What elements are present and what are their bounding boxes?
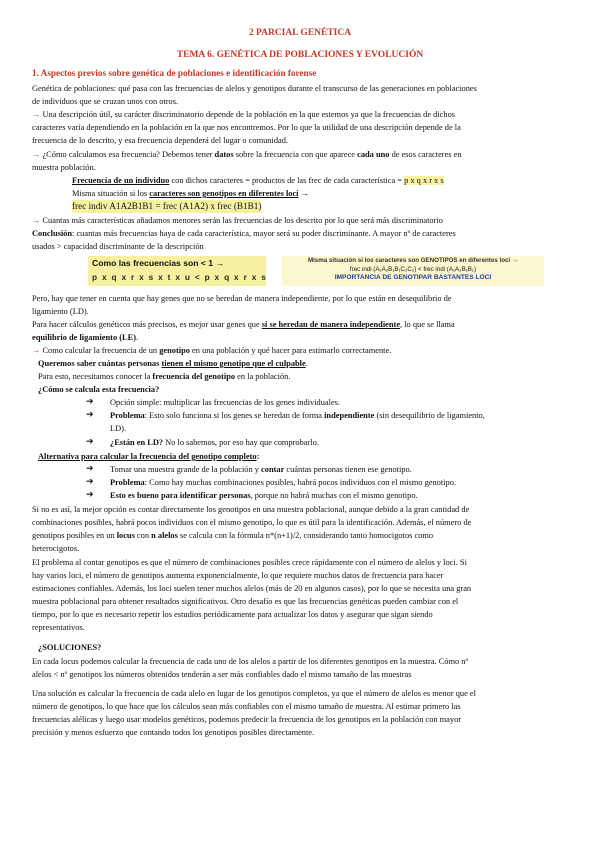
calc-line-2: muestra población. [32,163,96,172]
problema-line-1: El problema al contar genotipos es que el número de combinaciones posibles crece rápidamente con el número de alelos y loci. Si [32,558,467,567]
box-line-2: frec indi (A₁A₂B₁B₁C₂C₂) < frec indi (A₁A₂B₁B₁) [349,265,477,273]
arrow-bullet-icon: ➔ [86,409,94,419]
text: . [305,359,308,368]
conclusion-line-1 [32,227,566,240]
bold-text: : [256,452,260,461]
arrow-icon: → [32,150,41,159]
text: , lo que se llama [400,320,455,329]
intro-line-2: de individuos que se cruzan unos con otros. [32,97,179,106]
una-solucion-line-2: número de genotipos, lo que hace que los cálculos sean más confiables con el mismo tamaño de muestra. Al estimar primero las [32,702,461,711]
soluciones-line-1: En cada locus podemos calcular la frecuencia de cada uno de los alelos a partir de los diferentes genotipos en la muestra. Cómo nº [32,657,469,666]
arrow-bullet-icon: ➔ [86,489,94,499]
soluciones-line-2: alelos < nº genotipos los números obtenidos tenderán a ser más confiables dado el mismo tamaño de las muestras [32,670,412,679]
text: en una población y qué hacer para estimarlo correctamente. [192,346,392,355]
bold-text: Alternativa para calcular la frecuencia del genotipo completo [38,452,257,461]
intro-line-1: Genética de poblaciones: qué pasa con las frecuencias de alelos y genotipos durante el transcurso de las generaciones en poblaciones [32,84,477,93]
text: ¿Cómo calculamos esa frecuencia? Debemos tener [42,150,213,159]
text: . [136,333,139,342]
bold-text: frecuencia del genotipo [152,372,236,381]
sino-line-4: heterocigotos. [32,544,80,553]
text: Cuantas más características añadamos menores serán las frecuencias de los descrito por lo que será más discriminatorio [42,216,443,225]
misma-situacion-line [72,187,309,200]
bold-text: contar [261,465,285,474]
para-line-1 [32,318,566,331]
sino-line-3 [32,529,566,542]
util-line-1 [32,108,566,121]
bold-text: Esto es bueno para identificar personas [110,491,251,500]
util-line-2: caracteres varía dependiendo en la población en la que nos encontremos. Por lo que la utilidad de una descripción depende de la [32,123,461,132]
text: Una descripción útil, su carácter discriminatorio depende de la población en la que estemos ya que la frecuencias de dichos [42,110,456,119]
bold-text: Conclusión [32,229,73,238]
bold-text: ¿Están en LD? [110,438,164,447]
bold-text: tienen el mismo genotipo que el culpable [161,359,306,368]
bold-text: cada uno [357,150,390,159]
arrow-bullet-icon: ➔ [86,476,94,486]
bold-text: independiente [324,411,375,420]
comocalc-line [32,344,566,357]
bold-text: caracteres son genotipos en diferentes loci [149,189,299,198]
una-solucion-line-1: Una solución es calcular la frecuencia de cada alelo en lugar de los genotipos completos, ya que el número de alelos es menor que el [32,689,476,698]
document-title: 2 PARCIAL GENÉTICA [248,28,352,38]
text: Tomar una muestra grande de la población y [110,465,259,474]
text: : cuantas más frecuencias haya de cada característica, mayor será su poder discriminante. A mayor nº de caracteres [72,229,456,238]
problema-line-2: hay varios loci, el número de genotipos aumenta exponencialmente, lo que requiere muchos datos de frecuencia para hacer [32,571,444,580]
bold-text: Queremos saber cuántas personas [38,359,160,368]
bullet-3 [110,436,319,449]
box-line-3: IMPORTANCIA DE GENOTIPAR BASTANTES LOCI [334,274,492,282]
freq-individuo-line [72,174,444,187]
text: Para hacer cálculos genéticos más precisos, es mejor usar genes que [32,320,260,329]
text: Para esto, necesitamos conocer la [38,372,151,381]
topic-title: TEMA 6. GENÉTICA DE POBLACIONES Y EVOLUCIÓN [176,50,424,60]
frequencies-box [88,256,266,286]
pero-line-1: Pero, hay que tener en cuenta que hay genes que no se heredan de manera independiente, por lo que están en desequilibrio de [32,294,452,303]
queremos-line [38,357,308,370]
para-line-2 [32,331,566,344]
arrow-bullet-icon: ➔ [86,463,94,473]
arrow-icon: → [32,216,41,225]
paraesto-line [38,370,290,383]
box-title: Como las frecuencias son < 1 → [92,258,225,268]
problema-line-6: representativos. [32,623,85,632]
soluciones-heading: ¿SOLUCIONES? [38,643,102,652]
util-line-3: frecuencia de lo descrito, y esa frecuencia dependerá del lugar o comunidad. [32,136,289,145]
arrow-icon: → [300,189,309,198]
problema-line-3: estimaciones confiables. Además, los loci suelen tener muchos alelos (más de 20 en algunos casos), por lo que se necesita una gran [32,584,472,593]
comose-heading: ¿Cómo se calcula esta frecuencia? [38,385,160,394]
text: , porque no habrá muchas con el mismo genotipo. [250,491,418,500]
problema-line-5: tiempo, por lo que es necesario repetir los estudios periódicamente para actualizar los datos y asegurar que sigan siendo [32,610,433,619]
calc-line-1 [32,148,566,161]
arrow-icon: → [32,346,41,355]
text: : Como hay muchas combinaciones posibles, habrá pocos individuos con el mismo genotipo. [144,478,456,487]
text: : Esto solo funciona si los genes se heredan de forma [144,411,322,420]
text: en la población. [237,372,291,381]
section-heading: 1. Aspectos previos sobre genética de poblaciones e identificación forense [32,68,317,78]
box-formula: p x q x r x s x t x u < p x q x r x s [92,272,268,282]
arrow-bullet-icon: ➔ [86,396,94,406]
alternativa-heading [38,450,259,463]
una-solucion-line-3: frecuencias alélicas y luego usar modelos genéticos, podemos predecir la frecuencia de los genotipos en la población con mayor [32,715,462,724]
pero-line-2: ligamiento (LD). [32,307,89,316]
conclusion-line-2: usados > capacidad discriminante de la descripción [32,242,204,251]
sino-line-1: Si no es así, la mejor opción es contar directamente los genotipos en una muestra poblacional, aunque debido a la gran cantidad de [32,505,470,514]
alt-bullet-1 [110,463,412,476]
bold-text: n alelos [151,531,178,540]
bold-text: si se heredan de manera independiente [261,320,401,329]
genotypes-box [282,256,544,286]
problema-line-4: muestra poblacional para obtener resultados significativos. Otro desafío es que las frecuencias genéticas pueden cambiar con el [32,597,459,606]
bold-text: datos [214,150,234,159]
cuantas-line [32,214,566,227]
bullet-1: Opción simple: multiplicar las frecuencias de los genes individuales. [110,398,341,407]
bold-text: Problema [110,478,145,487]
formula-line: frec indiv A1A2B1B1 = frec (A1A2) x frec (B1B1) [72,201,262,211]
text: se calcula con la fórmula n*(n+1)/2, considerando tanto homocigotos como [179,531,434,540]
bold-text: locus [116,531,135,540]
bold-text: equilibrio de ligamiento (LE) [32,333,136,342]
text: con dichos caracteres = productos de las frec de cada característica = [171,176,402,185]
alt-bullet-2 [110,476,456,489]
bold-text: genotipo [159,346,190,355]
text: Como calcular la frecuencia de un [42,346,158,355]
arrow-icon: → [32,110,41,119]
text: (sin desequilibrio de ligamiento, [376,411,485,420]
text: cuántas personas tienen ese genotipo. [286,465,412,474]
sino-line-2: combinaciones posibles, habrá pocos individuos con el mismo genotipo, lo que es útil para la identificación. Además, el número de [32,518,472,527]
bullet-2 [110,409,485,422]
bullet-2-cont: LD). [110,424,127,433]
bold-text: Problema [110,411,145,420]
arrow-bullet-icon: ➔ [86,436,94,446]
text: No lo sabemos, por eso hay que comprobarlo. [165,438,319,447]
text: sobre la frecuencia con que aparece [235,150,356,159]
text: Misma situación si los [72,189,148,198]
highlighted-formula: p x q x r x s [404,176,444,185]
text: genotipos posibles en un [32,531,115,540]
text: de esos caracteres en [391,150,462,159]
box-line-1: Misma situación si los caracteres son GENOTIPOS en diferentes loci → [307,257,519,264]
alt-bullet-3 [110,489,418,502]
text: con [136,531,150,540]
una-solucion-line-4: precisión y menos esfuerzo que contando todos los genotipos posibles directamente. [32,728,315,737]
bold-text: Frecuencia de un individuo [72,176,170,185]
